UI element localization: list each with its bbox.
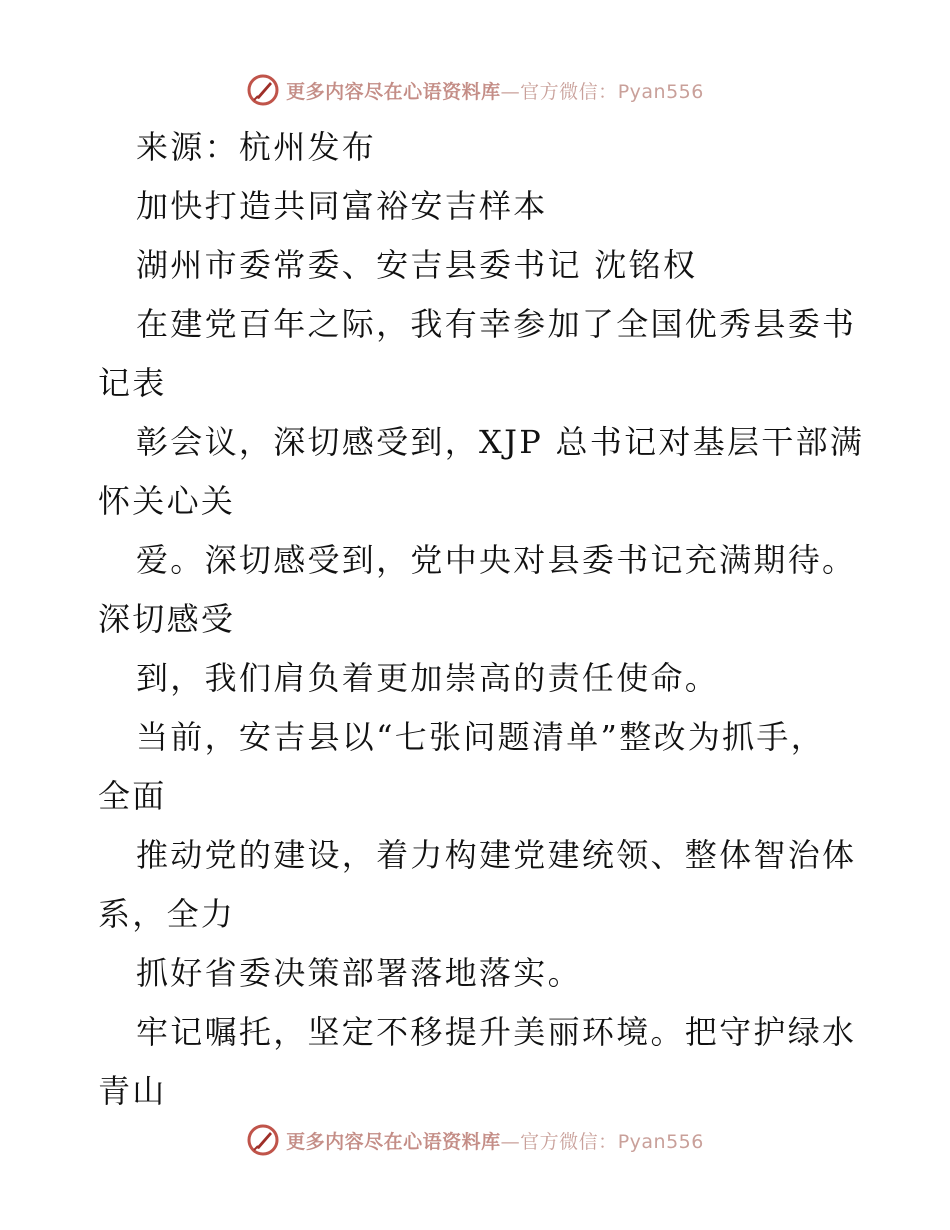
text-line: 抓好省委决策部署落地落实。 — [136, 954, 582, 992]
watermark-contact-label: 官方微信： — [520, 80, 618, 103]
watermark-separator: — — [500, 80, 521, 103]
watermark-text — [286, 1127, 704, 1154]
document-body — [98, 118, 865, 1121]
text-line: 来源：杭州发布 — [136, 128, 377, 166]
text-line: 全面 — [98, 777, 167, 815]
text-line: 爱。深切感受到，党中央对县委书记充满期待。 — [136, 541, 857, 579]
watermark-contact-label: 官方微信： — [520, 1130, 618, 1153]
footer-watermark — [0, 1120, 950, 1160]
text-line: 推动党的建设，着力构建党建统领、整体智治体 — [136, 836, 857, 874]
text-line: 在建党百年之际，我有幸参加了全国优秀县委书 — [136, 305, 857, 343]
watermark-separator: — — [500, 1130, 521, 1153]
quill-seal-icon — [246, 1123, 280, 1157]
text-line: 怀关心关 — [98, 482, 236, 520]
quill-seal-icon — [246, 73, 280, 107]
text-line: 彰会议，深切感受到，XJP 总书记对基层干部满 — [136, 423, 865, 461]
text-line: 牢记嘱托，坚定不移提升美丽环境。把守护绿水 — [136, 1013, 857, 1051]
watermark-brand: 更多内容尽在心语资料库 — [286, 1130, 501, 1153]
text-line: 系，全力 — [98, 895, 236, 933]
text-line: 深切感受 — [98, 600, 236, 638]
header-watermark — [0, 70, 950, 110]
watermark-text — [286, 77, 704, 104]
text-line: 当前，安吉县以“七张问题清单”整改为抓手， — [136, 718, 826, 756]
text-line: 加快打造共同富裕安吉样本 — [136, 187, 548, 225]
watermark-contact-id: Pyan556 — [617, 1130, 704, 1153]
text-line: 到，我们肩负着更加崇高的责任使命。 — [136, 659, 720, 697]
watermark-brand: 更多内容尽在心语资料库 — [286, 80, 501, 103]
watermark-contact-id: Pyan556 — [617, 80, 704, 103]
text-line: 青山 — [98, 1072, 167, 1110]
text-line: 记表 — [98, 364, 167, 402]
text-line: 湖州市委常委、安吉县委书记 沈铭权 — [136, 246, 698, 284]
